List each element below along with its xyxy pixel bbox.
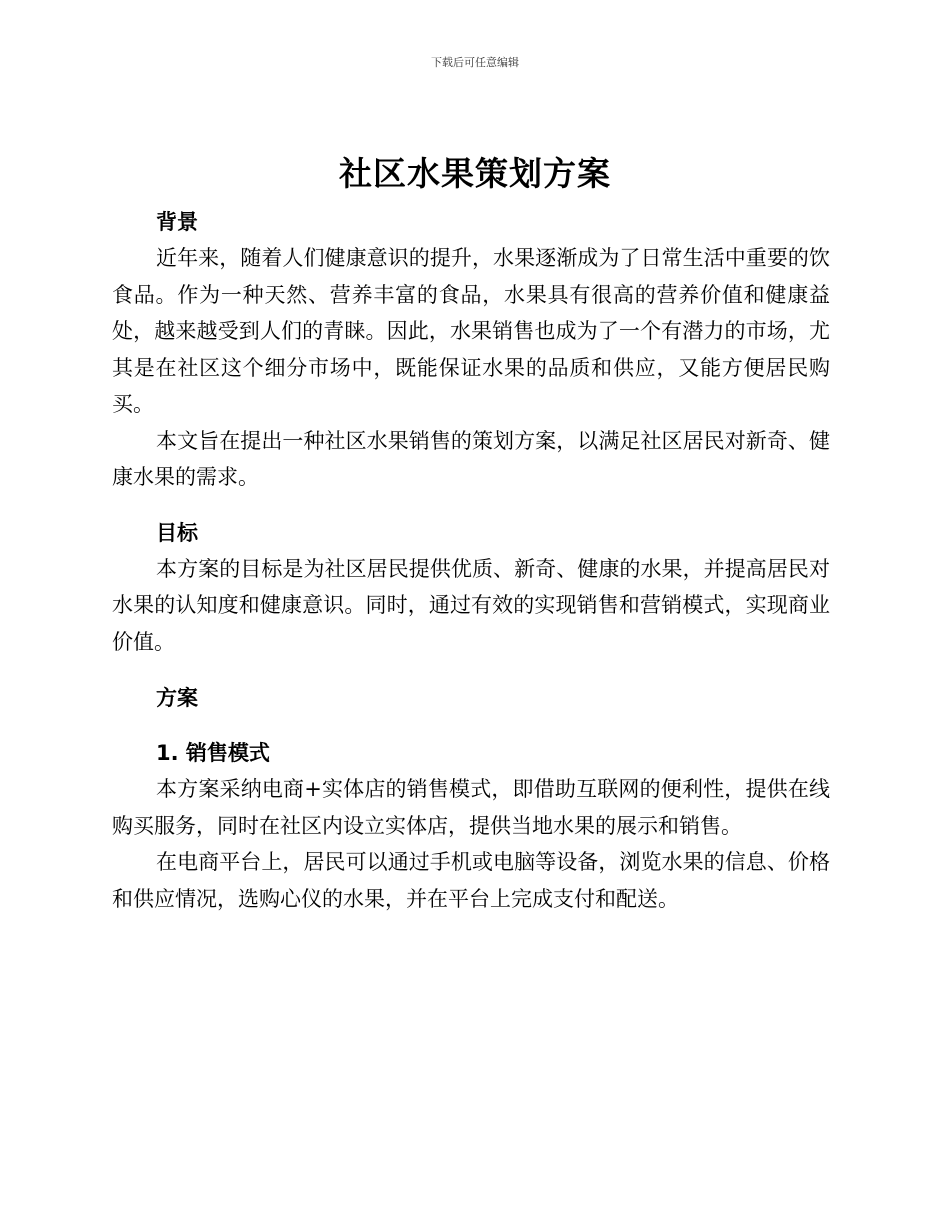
paragraph: 本文旨在提出一种社区水果销售的策划方案，以满足社区居民对新奇、健康水果的需求。	[112, 428, 830, 489]
header-note: 下载后可任意编辑	[431, 56, 519, 69]
page-title: 社区水果策划方案	[339, 154, 611, 193]
section-heading-background: 背景	[156, 210, 198, 234]
section-heading-plan: 方案	[156, 686, 198, 710]
paragraph: 本方案的目标是为社区居民提供优质、新奇、健康的水果，并提高居民对水果的认知度和健康意识。同时，通过有效的实现销售和营销模式，实现商业价值。	[112, 556, 830, 654]
paragraph: 本方案采纳电商+实体店的销售模式，即借助互联网的便利性，提供在线购买服务，同时在社区内设立实体店，提供当地水果的展示和销售。	[112, 777, 830, 838]
paragraph: 近年来，随着人们健康意识的提升，水果逐渐成为了日常生活中重要的饮食品。作为一种天然、营养丰富的食品，水果具有很高的营养价值和健康益处，越来越受到人们的青睐。因此，水果销售也成为了一个有潜力的市场，尤其是在社区这个细分市场中，既能保证水果的品质和供应，又能方便居民购买。	[112, 246, 830, 416]
document-body	[112, 200, 830, 917]
section-heading-goal: 目标	[156, 520, 198, 545]
subsection-heading-sales-model: 1. 销售模式	[156, 741, 270, 765]
paragraph: 在电商平台上，居民可以通过手机或电脑等设备，浏览水果的信息、价格和供应情况，选购心仪的水果，并在平台上完成支付和配送。	[112, 850, 830, 911]
